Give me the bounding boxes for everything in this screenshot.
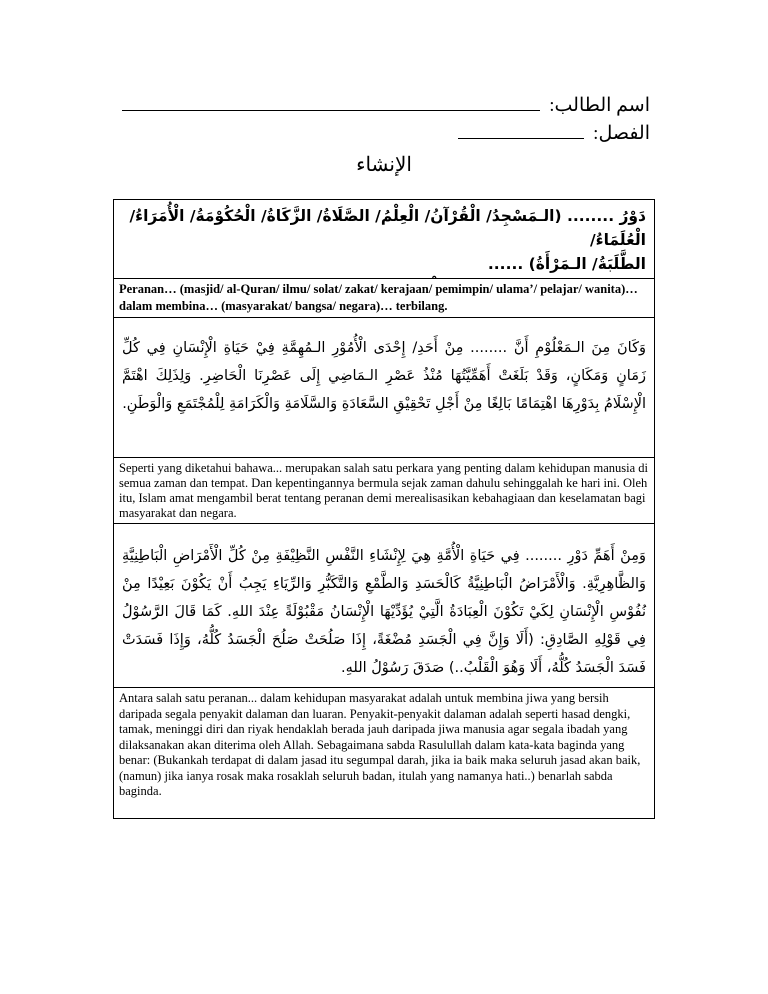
paragraph-1-malay: Seperti yang diketahui bahawa... merupakan salah satu perkara yang penting dalam kehidupan manusia di semua zaman dan tempat. Dan kepentingannya bermula sejak zaman dahulu sehinggalah ke hari ini. Oleh itu, Islam amat mengambil berat tentang peranan demi merealisasikan kebahagiaan dan keselamatan bagi masyarakat dan negara. <box>114 458 654 524</box>
essay-table <box>113 199 655 819</box>
student-name-line <box>122 92 650 117</box>
class-line <box>458 120 650 145</box>
paragraph-2-malay: Antara salah satu peranan... dalam kehidupan masyarakat adalah untuk membina jiwa yang bersih daripada segala penyakit dalaman dan luaran. Penyakit-penyakit dalaman adalah seperti hasad dengki, tamak, meninggi diri dan riyak hendaklah berada jauh daripada jiwa manusia agar segala ibadah yang dilaksanakan akan diterima oleh Allah. Sebagaimana sabda Rasulullah dalam kata-kata baginda yang benar: (Bukankah terdapat di dalam jasad itu segumpal darah, jika ia baik maka seluruh jasad akan baik, (namun) jika ianya rosak maka rosaklah seluruh badan, itulah yang namanya hati..) benarlah sabda baginda. <box>119 691 641 798</box>
topic-arabic-line-1: دَوْرُ ........ (الـمَسْجِدُ/ الْقُرْآنُ/ الْعِلْمُ/ الصَّلَاةُ/ الزَّكَاةُ/ الْحُكُوْمَةُ/ الْأُمَرَاءُ/ الْعُلَمَاءُ/ <box>129 207 646 249</box>
class-label: الفصل: <box>593 123 650 144</box>
paragraph-1-arabic: وَكَانَ مِنَ الـمَعْلُوْمِ أَنَّ ........ مِنْ أَحَدِ/ إِحْدَى الْأُمُوْرِ الـمُهِمَّةِ فِيْ حَيَاةِ الْإِنْسَانِ فِي كُلِّ زَمَانٍ وَمَكَانٍ، وَقَدْ بَلَغَتْ أَهَمِّيَّتُهَا مُنْذُ عَصْرِ الـمَاضِي إِلَى عَصْرِنَا الْحَاضِرِ. وَلِذَلِكَ اهْتَمَّ الْإِسْلَامُ بِدَوْرِهَا اهْتِمَامًا بَالِغًا مِنْ أَجْلِ تَحْقِيْقِ السَّعَادَةِ وَالسَّلَامَةِ وَالْكَرَامَةِ لِلْمُجْتَمَعِ وَالْوَطَنِ. <box>114 318 654 458</box>
class-blank[interactable] <box>458 120 584 139</box>
topic-arabic-cell <box>114 200 654 279</box>
student-name-blank[interactable] <box>122 92 540 111</box>
document-title: الإنشاء <box>356 154 412 176</box>
topic-arabic-line-2: الطَّلَبَةُ/ الـمَرْأَةُ) ...... <box>487 255 646 273</box>
paragraph-2-arabic: وَمِنْ أَهَمِّ دَوْرِ ........ فِي حَيَاةِ الْأُمَّةِ هِيَ لِإِنْشَاءِ النَّفْسِ النَّظِيْفَةِ مِنْ كُلِّ الْأَمْرَاضِ الْبَاطِنِيَّةِ وَالظَّاهِرِيَّةِ. وَالْأَمْرَاضُ الْبَاطِنِيَّةُ كَالْحَسَدِ وَالطَّمْعِ وَالتَّكَبُّرِ وَالرِّيَاءِ يَجِبُ أَنْ يَكُوْنَ بَعِيْدًا مِنْ نُفُوْسِ الْإِنْسَانِ لِكَيْ تَكُوْنَ الْعِبَادَةُ الَّتِيْ يُؤَدِّيْهَا الْإِنْسَانُ مَقْبُوْلَةً عِنْدَ اللهِ. كَمَا قَالَ الرَّسُوْلُ فِي قَوْلِهِ الصَّادِقِ: (أَلَا وَإِنَّ فِي الْجَسَدِ مُضْغَةً، إِذَا صَلُحَتْ صَلُحَ الْجَسَدُ كُلُّهُ، وَإِذَا فَسَدَتْ فَسَدَ الْجَسَدُ كُلُّهُ، أَلَا وَهُوَ الْقَلْبُ..) صَدَقَ رَسُوْلُ اللهِ. <box>114 524 654 688</box>
topic-malay-cell: Peranan… (masjid/ al-Quran/ ilmu/ solat/ zakat/ kerajaan/ pemimpin/ ulama’/ pelajar/ wanita)… dalam membina… (masyarakat/ bangsa/ negara)… terbilang. <box>114 279 654 318</box>
student-name-label: اسم الطالب: <box>549 95 650 116</box>
